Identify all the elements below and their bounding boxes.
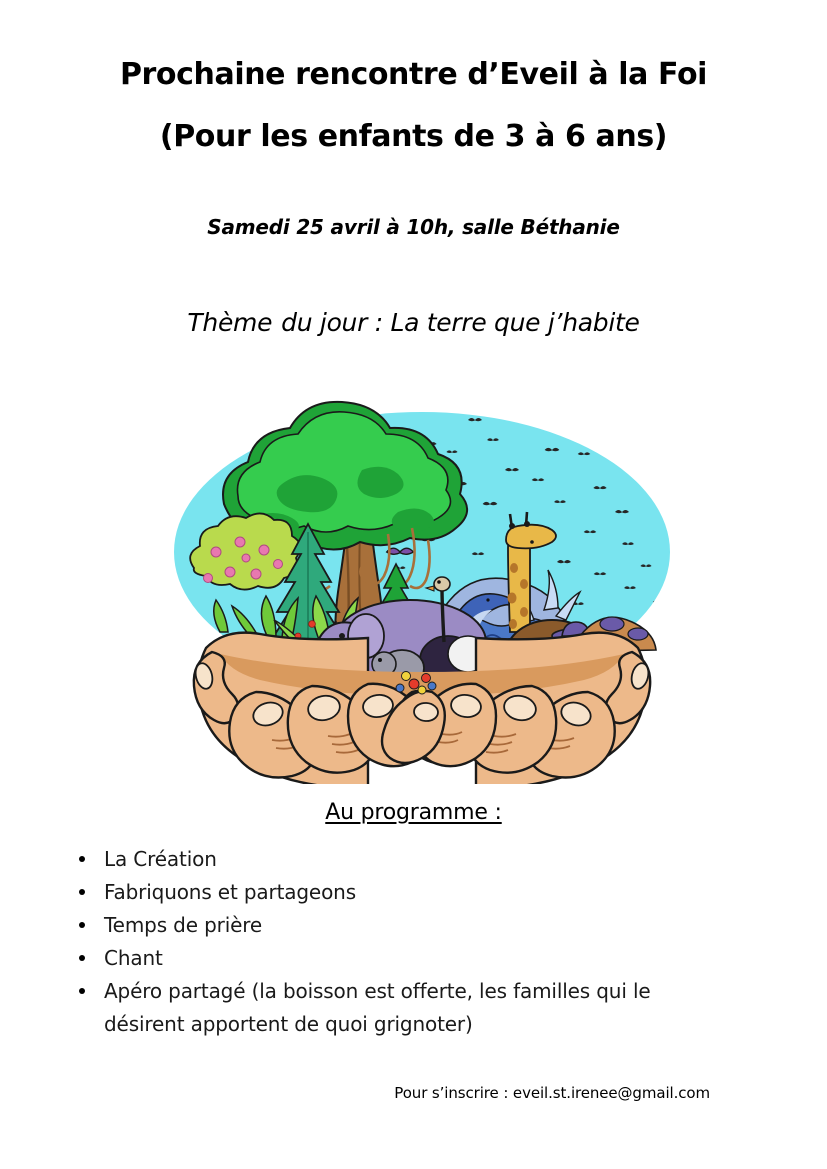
list-item-label: Temps de prière <box>104 913 263 937</box>
program-heading-text: Au programme : <box>325 800 502 825</box>
list-item <box>74 975 734 1041</box>
page-title-line-1: Prochaine rencontre d’Eveil à la Foi <box>119 57 708 92</box>
bullet-icon <box>79 922 85 928</box>
bullet-icon <box>79 889 85 895</box>
registration-contact: Pour s’inscrire : eveil.st.irenee@gmail.com <box>394 1084 710 1102</box>
bullet-icon <box>79 856 85 862</box>
list-item <box>74 909 734 942</box>
bullet-icon <box>79 955 85 961</box>
event-datetime-location: Samedi 25 avril à 10h, salle Béthanie <box>207 215 620 239</box>
right-fingers <box>382 684 615 778</box>
list-item <box>74 876 734 909</box>
program-list <box>74 843 734 1041</box>
theme-label: Thème <box>187 308 273 337</box>
theme-text: du jour : La terre que j’habite <box>281 308 640 337</box>
page-title-line-2: (Pour les enfants de 3 à 6 ans) <box>159 119 668 154</box>
list-item <box>74 942 734 975</box>
list-item-label: La Création <box>104 847 217 871</box>
list-item <box>74 843 734 876</box>
theme-line <box>0 308 827 337</box>
list-item-label: Apéro partagé (la boisson est offerte, les familles qui le désirent apportent de quoi grignoter) <box>104 979 651 1036</box>
list-item-label: Fabriquons et partageons <box>104 880 356 904</box>
nature-in-hands-illustration <box>160 392 680 784</box>
illustration-svg <box>160 392 680 784</box>
program-heading <box>0 800 827 825</box>
bullet-icon <box>79 988 85 994</box>
list-item-label: Chant <box>104 946 163 970</box>
